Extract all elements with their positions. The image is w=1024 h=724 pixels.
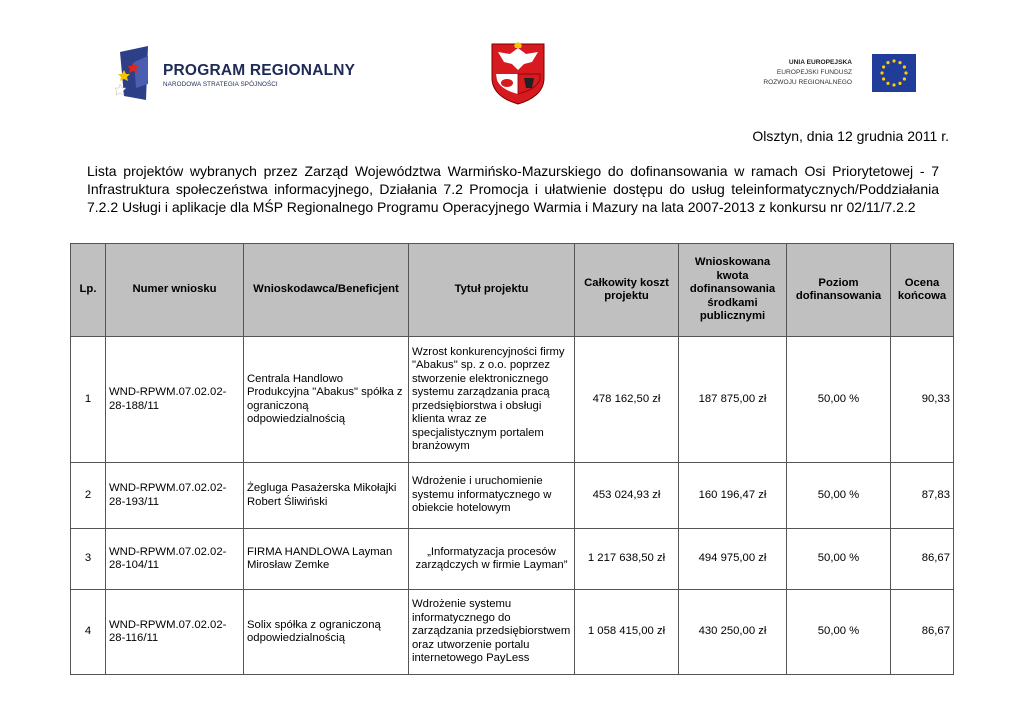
table-row — [71, 337, 954, 463]
cell-koszt: 1 058 415,00 zł — [575, 590, 679, 675]
program-regionalny-emblem-icon — [112, 44, 162, 102]
cell-lp: 2 — [71, 463, 106, 529]
cell-poziom: 50,00 % — [787, 337, 891, 463]
eu-line-1: UNIA EUROPEJSKA — [788, 59, 852, 66]
cell-kwota: 187 875,00 zł — [679, 337, 787, 463]
table-row — [71, 529, 954, 590]
cell-ocena: 86,67 — [891, 529, 954, 590]
eu-flag-icon — [872, 54, 916, 92]
table-row — [71, 590, 954, 675]
program-regionalny-subtitle: NARODOWA STRATEGIA SPÓJNOŚCI — [163, 81, 278, 88]
cell-wnioskodawca: FIRMA HANDLOWA Layman Mirosław Zemke — [244, 529, 409, 590]
voivodeship-crest — [488, 40, 548, 106]
cell-tytul: Wdrożenie systemu informatycznego do zarządzania przedsiębiorstwem oraz utworzenie portalu internetowego PayLess — [409, 590, 575, 675]
header-ocena: Ocena końcowa — [891, 244, 954, 337]
cell-ocena: 87,83 — [891, 463, 954, 529]
table-row — [71, 463, 954, 529]
cell-numer: WND-RPWM.07.02.02-28-188/11 — [106, 337, 244, 463]
program-regionalny-title: PROGRAM REGIONALNY — [163, 62, 356, 79]
cell-tytul: Wzrost konkurencyjności firmy "Abakus" sp. z o.o. poprzez stworzenie elektronicznego systemu zarządzania pracą przedsiębiorstwa i obsługi klienta wraz ze specjalistycznym portalem branżowym — [409, 337, 575, 463]
cell-lp: 1 — [71, 337, 106, 463]
projects-table — [70, 243, 954, 675]
header-tytul-label: Tytuł projektu — [454, 283, 529, 296]
cell-numer: WND-RPWM.07.02.02-28-104/11 — [106, 529, 244, 590]
cell-numer: WND-RPWM.07.02.02-28-193/11 — [106, 463, 244, 529]
cell-poziom: 50,00 % — [787, 590, 891, 675]
header-tytul — [409, 244, 575, 337]
date-line: Olsztyn, dnia 12 grudnia 2011 r. — [752, 128, 949, 144]
cell-wnioskodawca: Centrala Handlowo Produkcyjna "Abakus" spółka z ograniczoną odpowiedzialnością — [244, 337, 409, 463]
cell-numer: WND-RPWM.07.02.02-28-116/11 — [106, 590, 244, 675]
cell-wnioskodawca: Solix spółka z ograniczoną odpowiedzialnością — [244, 590, 409, 675]
eu-text — [763, 58, 852, 88]
cell-lp: 3 — [71, 529, 106, 590]
intro-paragraph: Lista projektów wybranych przez Zarząd Województwa Warmińsko-Mazurskiego do dofinansowania w ramach Osi Priorytetowej - 7 Infrastruktura społeczeństwa informacyjnego, Działania 7.2 Promocja i ułatwienie dostępu do usług teleinformatycznych/Poddziałania 7.2.2 Usługi i aplikacje dla MŚP Regionalnego Programu Operacyjnego Warmia i Mazury na lata 2007-2013 z konkursu nr 02/11/7.2.2 — [87, 163, 939, 215]
cell-poziom: 50,00 % — [787, 529, 891, 590]
cell-wnioskodawca: Żegluga Pasażerska Mikołajki Robert Śliwiński — [244, 463, 409, 529]
cell-kwota: 160 196,47 zł — [679, 463, 787, 529]
header-poziom: Poziom dofinansowania — [787, 244, 891, 337]
cell-koszt: 453 024,93 zł — [575, 463, 679, 529]
eu-line-2: EUROPEJSKI FUNDUSZ — [776, 69, 852, 76]
eu-line-3: ROZWOJU REGIONALNEGO — [763, 79, 852, 86]
cell-kwota: 430 250,00 zł — [679, 590, 787, 675]
header-lp: Lp. — [71, 244, 106, 337]
cell-koszt: 478 162,50 zł — [575, 337, 679, 463]
cell-poziom: 50,00 % — [787, 463, 891, 529]
table-header-row — [71, 244, 954, 337]
cell-tytul: Wdrożenie i uruchomienie systemu informatycznego w obiekcie hotelowym — [409, 463, 575, 529]
header-kwota: Wnioskowana kwota dofinansowania środkami publicznymi — [679, 244, 787, 337]
header-wnioskodawca: Wnioskodawca/Beneficjent — [244, 244, 409, 337]
cell-kwota: 494 975,00 zł — [679, 529, 787, 590]
header-numer-label: Numer wniosku — [132, 283, 217, 296]
coat-of-arms-icon — [488, 40, 548, 106]
program-regionalny-logo — [112, 44, 356, 102]
cell-tytul: „Informatyzacja procesów zarządczych w firmie Layman” — [409, 529, 575, 590]
cell-koszt: 1 217 638,50 zł — [575, 529, 679, 590]
eu-logo — [752, 54, 918, 94]
cell-ocena: 90,33 — [891, 337, 954, 463]
cell-ocena: 86,67 — [891, 590, 954, 675]
cell-lp: 4 — [71, 590, 106, 675]
header-numer-wniosku — [106, 244, 244, 337]
header-koszt: Całkowity koszt projektu — [575, 244, 679, 337]
